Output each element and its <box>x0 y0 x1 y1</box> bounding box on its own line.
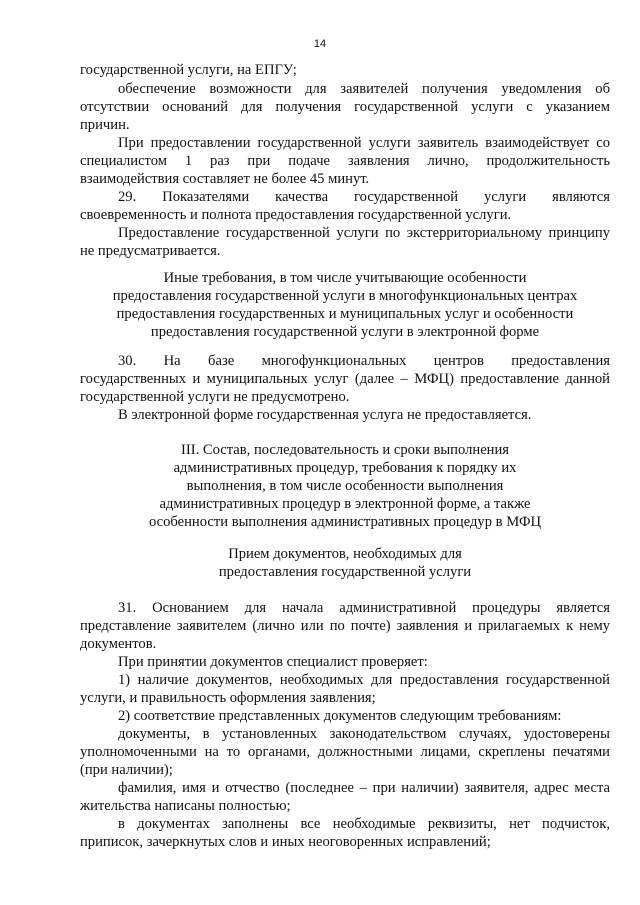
text-line: государственной услуги, на ЕПГУ; <box>80 62 297 78</box>
text-line: специалистом 1 раз при подаче заявления лично, продолжительность <box>80 153 610 169</box>
text-line: 30. На базе многофункциональных центров предоставления <box>118 353 610 369</box>
text-line: документы, в установленных законодательством случаях, удостоверены <box>118 726 610 742</box>
text-line: жительства написаны полностью; <box>80 798 291 814</box>
text-line: представление заявителем (лично или по почте) заявления и прилагаемых к нему <box>80 618 610 634</box>
text-line: обеспечение возможности для заявителей получения уведомления об <box>118 81 610 97</box>
text-line: своевременность и полнота предоставления государственной услуги. <box>80 207 512 223</box>
text-line: Предоставление государственной услуги по экстерриториальному принципу <box>118 225 610 241</box>
text-line: приписок, зачеркнутых слов и иных неоговоренных исправлений; <box>80 834 491 850</box>
text-line: При предоставлении государственной услуги заявитель взаимодействует со <box>118 135 610 151</box>
page-number: 14 <box>313 38 327 50</box>
text-line: услуги, и правильность оформления заявления; <box>80 690 376 706</box>
text-line: причин. <box>80 117 130 133</box>
text-line: При принятии документов специалист проверяет: <box>118 654 428 670</box>
text-line: государственных и муниципальных услуг (далее – МФЦ) предоставление данной <box>80 371 610 387</box>
text-line: взаимодействия составляет не более 45 минут. <box>80 171 370 187</box>
text-line: уполномоченными на то органами, должностными лицами, скреплены печатями <box>80 744 610 760</box>
section-heading-line: предоставления государственных и муниципальных услуг и особенности <box>116 306 574 322</box>
section-heading-line: Иные требования, в том числе учитывающие особенности <box>163 270 527 286</box>
text-line: фамилия, имя и отчество (последнее – при наличии) заявителя, адрес места <box>118 780 610 796</box>
text-line: не предусматривается. <box>80 243 221 259</box>
text-line: 2) соответствие представленных документов следующим требованиям: <box>118 708 562 724</box>
chapter-heading-line: выполнения, в том числе особенности выполнения <box>186 478 504 494</box>
text-line: государственной услуги не предусмотрено. <box>80 389 350 405</box>
section-heading-line: предоставления государственной услуги в многофункциональных центрах <box>112 288 578 304</box>
chapter-heading-line: административных процедур, требования к порядку их <box>173 460 517 476</box>
text-line: 29. Показателями качества государственной услуги являются <box>118 189 610 205</box>
chapter-heading-line: административных процедур в электронной форме, а также <box>159 496 531 512</box>
text-line: 31. Основанием для начала административной процедуры является <box>118 600 610 616</box>
text-line: в документах заполнены все необходимые реквизиты, нет подчисток, <box>118 816 610 832</box>
subsection-heading-line: Прием документов, необходимых для <box>228 546 462 562</box>
text-line: В электронной форме государственная услуга не предоставляется. <box>118 407 532 423</box>
text-line: документов. <box>80 636 157 652</box>
text-line: (при наличии); <box>80 762 173 778</box>
chapter-heading-line: III. Состав, последовательность и сроки выполнения <box>180 442 510 458</box>
chapter-heading-line: особенности выполнения административных процедур в МФЦ <box>148 514 542 530</box>
subsection-heading-line: предоставления государственной услуги <box>218 564 472 580</box>
text-line: отсутствии оснований для получения государственной услуги с указанием <box>80 99 610 115</box>
section-heading-line: предоставления государственной услуги в электронной форме <box>150 324 540 340</box>
text-line: 1) наличие документов, необходимых для предоставления государственной <box>118 672 610 688</box>
